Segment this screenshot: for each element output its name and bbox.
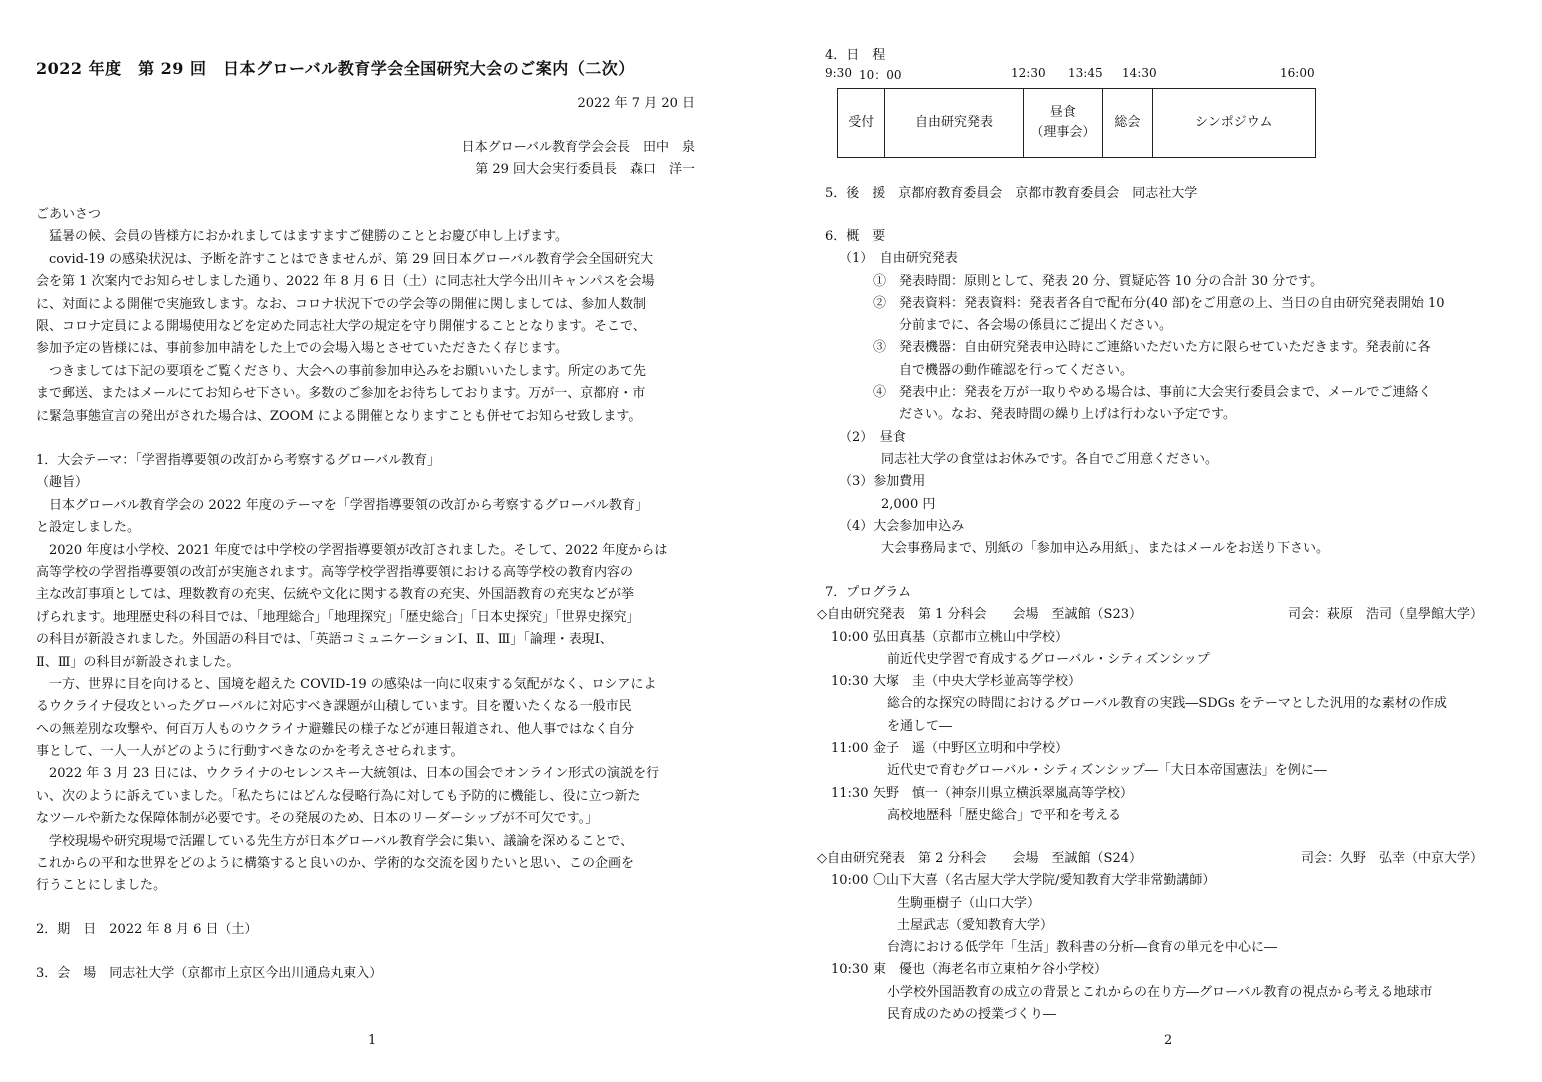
schedule-cell-general-meeting: 総会: [1103, 89, 1152, 158]
subsection-heading: （4）大会参加申込み: [839, 518, 965, 534]
section-1-line: これからの平和な世界をどのように構築すると良いのか、学術的な交流を図りたいと思い、この企画を: [36, 856, 635, 872]
session-title: ◇自由研究発表 第 2 分科会 会場 至誠館（S24）: [817, 851, 1142, 866]
section-1-line: い、次のように訴えていました。「私たちにはどんな侵略行為に対しても予防的に機能し、役に立つ新た: [36, 788, 641, 804]
section-1-line: 事として、一人一人がどのように行動すべきなのかを考えさせられます。: [36, 744, 464, 760]
program-entry: [817, 870, 1517, 892]
section-7-heading: 7．プログラム: [825, 585, 912, 600]
presentation-rule: 自で機器の動作確認を行ってください。: [899, 362, 1134, 378]
signatory-chair: 第 29 回大会実行委員長 森口 洋一: [475, 162, 695, 177]
greeting-heading: ごあいさつ: [36, 207, 102, 222]
program-entry: [817, 738, 1517, 760]
program-time: 10:30: [831, 674, 869, 690]
greeting-line: 参加予定の皆様には、事前参加申請をした上での会場入場とさせていただきたく存じます。: [36, 341, 568, 357]
greeting-line: に、対面による開催で実施致します。なお、コロナ状況下での学会等の開催に関しましては、参加人数制: [36, 296, 646, 312]
session-chair: 司会：萩原 浩司（皇學館大学）: [1287, 607, 1483, 623]
section-1-line: 日本グローバル教育学会の 2022 年度のテーマを「学習指導要領の改訂から考察するグローバル教育」: [49, 497, 649, 513]
schedule-cell-symposium: シンポジウム: [1152, 89, 1315, 158]
session-2-header: [817, 848, 1483, 870]
subsection-heading: （1） 自由研究発表: [839, 251, 958, 267]
section-1-line: なツールや新たな保障体制が必要です。その発展のため、日本のリーダーシップが不可欠です。」: [36, 811, 599, 827]
section-7-program: [817, 582, 1517, 827]
section-1-line: 一方、世界に目を向けると、国境を超えた COVID-19 の感染は一向に収束する気配がなく、ロシアによ: [49, 676, 657, 692]
section-1-line: 2020 年度は小学校、2021 年度では中学校の学習指導要領が改訂されました。そして、2022 年度からは: [49, 542, 668, 558]
presentation-rule: 分前までに、各会場の係員にご提出ください。: [899, 318, 1173, 334]
program-title: 近代史で育むグローバル・シティズンシップ―「大日本帝国憲法」を例に―: [887, 763, 1327, 779]
program-entry: [817, 627, 1517, 649]
fee-text: 2,000 円: [881, 496, 936, 512]
program-time: 11:30: [831, 785, 869, 801]
section-6-heading: 6．概 要: [825, 229, 886, 244]
program-title: 前近代史学習で育成するグローバル・シティズンシップ: [887, 651, 1210, 667]
schedule-timebar: [825, 66, 1325, 84]
time-label: 16:00: [1280, 66, 1315, 80]
section-1-line: げられます。地理歴史科の科目では、「地理総合」「地理探究」「歴史総合」「日本史探究」「世界史探究」: [36, 609, 640, 625]
section-1-line: Ⅱ、Ⅲ」の科目が新設されました。: [36, 654, 240, 670]
program-entry: [817, 671, 1517, 693]
section-1-sub: （趣旨）: [36, 475, 89, 491]
time-label: 14:30: [1122, 66, 1157, 80]
signatory-president: 日本グローバル教育学会会長 田中 泉: [461, 140, 695, 155]
schedule-cell-free-research: 自由研究発表: [885, 89, 1023, 158]
section-6: [825, 226, 1525, 560]
program-title: を通して―: [887, 718, 953, 734]
program-title: 台湾における低学年「生活」教科書の分析―食育の単元を中心に―: [887, 940, 1278, 956]
presentation-rule: ④ 発表中止：発表を万が一取りやめる場合は、事前に大会実行委員会まで、メールでご連絡く: [873, 385, 1432, 401]
greeting-line: まで郵送、またはメールにてお知らせ下さい。多数のご参加をお待ちしております。万が一、京都府・市: [36, 386, 646, 402]
time-label: 12:30: [1011, 66, 1046, 80]
lunch-text: 同志社大学の食堂はお休みです。各自でご用意ください。: [881, 451, 1218, 467]
time-label: 13:45: [1068, 66, 1103, 80]
program-title: 民育成のための授業づくり―: [887, 1007, 1057, 1023]
presentation-rule: ① 発表時間：原則として、発表 20 分、質疑応答 10 分の合計 30 分です。: [873, 273, 1324, 289]
registration-text: 大会事務局まで、別紙の「参加申込み用紙」、またはメールをお送り下さい。: [881, 541, 1329, 557]
time-label: 10：00: [859, 68, 902, 82]
section-2-date: 2．期 日 2022 年 8 月 6 日（土）: [36, 922, 258, 937]
subsection-heading: （3）参加費用: [839, 474, 926, 490]
section-1-line: への無差別な攻撃や、何百万人ものウクライナ避難民の様子などが連日報道され、他人事ではなく自分: [36, 721, 635, 737]
greeting-section: [36, 204, 708, 428]
program-presenter: 大塚 圭（中央大学杉並高等学校）: [873, 674, 1082, 690]
session-title: ◇自由研究発表 第 1 分科会 会場 至誠館（S23）: [817, 607, 1142, 623]
section-1-line: 高等学校の学習指導要領の改訂が実施されます。高等学校学習指導要領における高等学校の教育内容の: [36, 564, 633, 580]
program-time: 10:00: [831, 629, 869, 645]
program-presenter: 〇山下大喜（名古屋大学大学院/愛知教育大学非常勤講師）: [873, 873, 1216, 889]
greeting-line: 会を第 1 次案内でお知らせしました通り、2022 年 8 月 6 日（土）に同志社大学今出川キャンパスを会場: [36, 274, 655, 290]
program-presenter: 矢野 慎一（神奈川県立横浜翠嵐高等学校）: [873, 785, 1134, 801]
presentation-rule: ③ 発表機器：自由研究発表申込時にご連絡いただいた方に限らせていただきます。発表前に各: [873, 340, 1431, 356]
program-time: 11:00: [831, 741, 869, 757]
program-entry: [817, 959, 1517, 981]
program-presenter: 生駒亜樹子（山口大学）: [897, 895, 1041, 911]
program-time: 10:00: [831, 873, 869, 889]
section-4-heading: 4．日 程: [825, 48, 886, 63]
program-presenter: 東 優也（海老名市立東柏ケ谷小学校）: [873, 962, 1108, 978]
program-title: 小学校外国語教育の成立の背景とこれからの在り方―グローバル教育の視点から考える地球市: [887, 984, 1433, 1000]
document-title: 2022 年度 第 29 回 日本グローバル教育学会全国研究大会のご案内（二次）: [36, 59, 635, 78]
greeting-line: に緊急事態宣言の発出がされた場合は、ZOOM による開催となりますことも併せてお知らせ致します。: [36, 408, 642, 424]
program-entry: [817, 783, 1517, 805]
page-number: 1: [368, 1033, 377, 1048]
page-2: [771, 0, 1542, 1082]
schedule-cell-reception: 受付: [838, 89, 885, 158]
section-1-line: と設定しました。: [36, 520, 141, 536]
section-1: [36, 450, 708, 898]
time-label: 9:30: [825, 66, 852, 80]
program-presenter: 土屋武志（愛知教育大学）: [897, 917, 1054, 933]
schedule-cell-lunch: 昼食 （理事会）: [1023, 89, 1103, 158]
greeting-line: 限、コロナ定員による開場使用などを定めた同志社大学の規定を守り開催することとなります。そこで、: [36, 318, 646, 334]
program-presenter: 金子 遥（中野区立明和中学校）: [873, 741, 1069, 757]
subsection-heading: （2） 昼食: [839, 429, 906, 445]
session-chair: 司会：久野 弘幸（中京大学）: [1300, 851, 1483, 866]
presentation-rule: ださい。なお、発表時間の繰り上げは行わない予定です。: [899, 407, 1236, 423]
section-1-heading: 1．大会テーマ：「学習指導要領の改訂から考察するグローバル教育」: [36, 453, 441, 468]
greeting-line: つきましては下記の要項をご覧くださり、大会への事前参加申込みをお願いいたします。所定のあて先: [49, 363, 646, 379]
program-presenter: 弘田真基（京都市立桃山中学校）: [873, 629, 1069, 645]
schedule-table: [837, 88, 1316, 158]
section-5-sponsors: 5．後 援 京都府教育委員会 京都市教育委員会 同志社大学: [825, 186, 1198, 201]
program-title: 総合的な探究の時間におけるグローバル教育の実践―SDGs をテーマとした汎用的な素材の作成: [887, 696, 1447, 712]
program-time: 10:30: [831, 962, 869, 978]
session-1-header: [817, 604, 1483, 626]
section-3-venue: 3．会 場 同志社大学（京都市上京区今出川通烏丸東入）: [36, 966, 383, 981]
session-2-block: [817, 848, 1517, 1026]
section-1-line: 学校現場や研究現場で活躍している先生方が日本グローバル教育学会に集い、議論を深めることで、: [49, 833, 634, 849]
page-number: 2: [1164, 1033, 1173, 1048]
document-date: 2022 年 7 月 20 日: [577, 96, 695, 111]
greeting-line: covid-19 の感染状況は、予断を許すことはできませんが、第 29 回日本グローバル教育学会全国研究大: [49, 251, 654, 267]
greeting-line: 猛暑の候、会員の皆様方におかれましてはますますご健勝のこととお慶び申し上げます。: [49, 229, 568, 245]
section-1-line: 行うことにしました。: [36, 878, 167, 894]
presentation-rule: ② 発表資料：発表資料：発表者各自で配布分(40 部)をご用意の上、当日の自由研究発表開始 10: [873, 295, 1445, 311]
section-1-line: るウクライナ侵攻といったグローバルに対応すべき課題が山積しています。目を覆いたくなる一般市民: [36, 699, 632, 715]
section-1-line: 2022 年 3 月 23 日には、ウクライナのセレンスキー大統領は、日本の国会でオンライン形式の演説を行: [49, 766, 660, 782]
section-1-line: の科目が新設されました。外国語の科目では、「英語コミュニケーションⅠ、Ⅱ、Ⅲ」「論理・表現Ⅰ、: [36, 632, 613, 648]
program-title: 高校地歴科「歴史総合」で平和を考える: [887, 807, 1122, 823]
section-1-line: 主な改訂事項としては、理数教育の充実、伝統や文化に関する教育の充実、外国語教育の充実などが挙: [36, 587, 635, 603]
